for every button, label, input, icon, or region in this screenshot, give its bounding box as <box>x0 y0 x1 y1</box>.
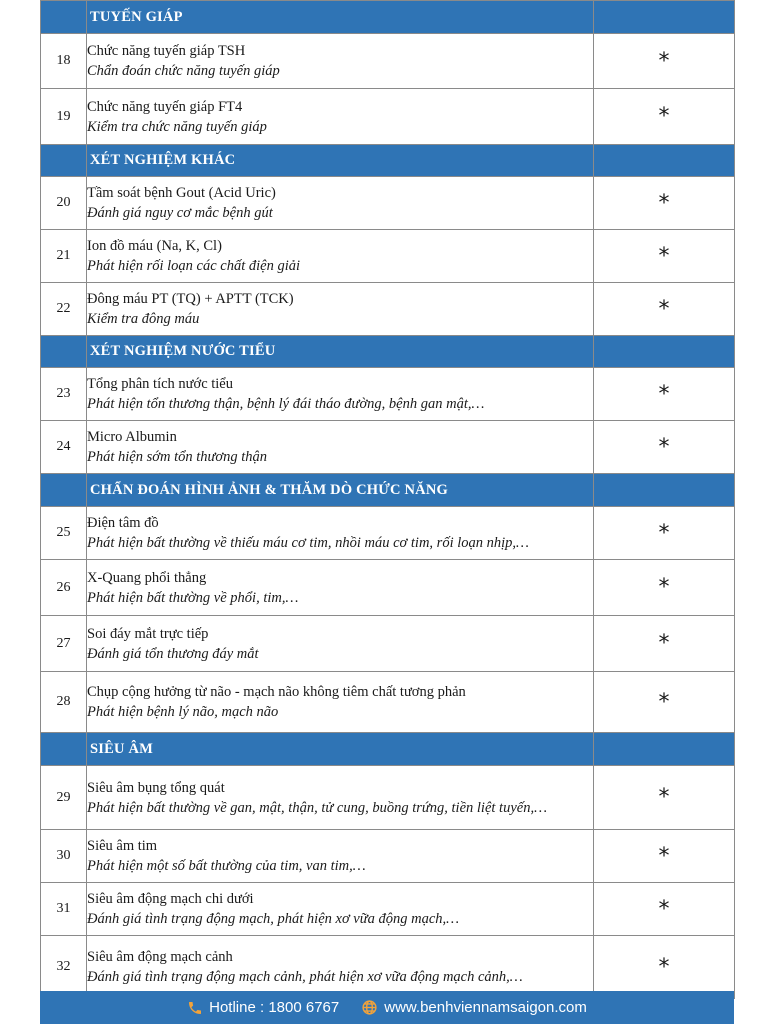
service-note: Chẩn đoán chức năng tuyến giáp <box>87 63 280 79</box>
included-mark: * <box>594 421 735 474</box>
row-number: 21 <box>41 230 87 283</box>
table-row <box>41 89 735 145</box>
section-title: XÉT NGHIỆM NƯỚC TIỂU <box>87 336 594 368</box>
service-note: Phát hiện sớm tổn thương thận <box>87 449 268 465</box>
row-description <box>87 283 594 336</box>
section-header <box>41 145 735 177</box>
service-note: Phát hiện rối loạn các chất điện giải <box>87 258 301 274</box>
service-note: Kiểm tra đông máu <box>87 311 200 327</box>
section-mark-cell <box>594 145 735 177</box>
row-number: 28 <box>41 672 87 733</box>
table-row <box>41 368 735 421</box>
section-title: SIÊU ÂM <box>87 733 594 766</box>
globe-icon <box>361 999 378 1016</box>
row-description <box>87 89 594 145</box>
section-title: XÉT NGHIỆM KHÁC <box>87 145 594 177</box>
row-description <box>87 177 594 230</box>
included-mark: * <box>594 560 735 616</box>
website-text: www.benhviennamsaigon.com <box>384 999 587 1016</box>
section-header <box>41 474 735 507</box>
service-name: Đông máu PT (TQ) + APTT (TCK) <box>87 291 294 307</box>
row-number: 32 <box>41 936 87 999</box>
included-mark: * <box>594 507 735 560</box>
included-mark: * <box>594 883 735 936</box>
service-name: Siêu âm động mạch chi dưới <box>87 891 254 907</box>
service-name: Soi đáy mắt trực tiếp <box>87 625 209 642</box>
table-row <box>41 507 735 560</box>
service-note: Phát hiện bất thường về thiếu máu cơ tim, nhồi máu cơ tim, rối loạn nhịp,… <box>87 535 529 551</box>
row-number: 29 <box>41 766 87 830</box>
section-header <box>41 733 735 766</box>
row-description <box>87 34 594 89</box>
table-row <box>41 283 735 336</box>
service-note: Phát hiện bất thường về gan, mật, thận, tử cung, buồng trứng, tiền liệt tuyến,… <box>87 799 547 816</box>
table-row <box>41 421 735 474</box>
row-description <box>87 616 594 672</box>
table-row <box>41 560 735 616</box>
section-title: TUYẾN GIÁP <box>87 1 594 34</box>
table-row <box>41 883 735 936</box>
service-name: X-Quang phổi thẳng <box>87 569 207 586</box>
included-mark: * <box>594 936 735 999</box>
included-mark: * <box>594 672 735 733</box>
included-mark: * <box>594 283 735 336</box>
row-number: 31 <box>41 883 87 936</box>
section-header <box>41 336 735 368</box>
row-description <box>87 368 594 421</box>
row-description <box>87 672 594 733</box>
table-row <box>41 34 735 89</box>
row-description <box>87 766 594 830</box>
hotline-text: Hotline : 1800 6767 <box>209 999 340 1016</box>
included-mark: * <box>594 766 735 830</box>
row-description <box>87 830 594 883</box>
table-row <box>41 766 735 830</box>
section-title: CHẨN ĐOÁN HÌNH ẢNH & THĂM DÒ CHỨC NĂNG <box>87 474 594 507</box>
row-number: 25 <box>41 507 87 560</box>
service-name: Micro Albumin <box>87 429 177 445</box>
included-mark: * <box>594 368 735 421</box>
service-name: Ion đồ máu (Na, K, Cl) <box>87 238 222 254</box>
included-mark: * <box>594 89 735 145</box>
row-description <box>87 560 594 616</box>
service-name: Điện tâm đồ <box>87 515 159 531</box>
row-number: 26 <box>41 560 87 616</box>
row-number: 23 <box>41 368 87 421</box>
included-mark: * <box>594 34 735 89</box>
hotline[interactable] <box>187 999 339 1016</box>
row-description <box>87 507 594 560</box>
included-mark: * <box>594 830 735 883</box>
service-note: Phát hiện bệnh lý não, mạch não <box>87 704 279 720</box>
row-number: 19 <box>41 89 87 145</box>
table-row <box>41 830 735 883</box>
service-name: Tầm soát bệnh Gout (Acid Uric) <box>87 185 276 201</box>
section-header <box>41 1 735 34</box>
table-row <box>41 177 735 230</box>
service-note: Phát hiện bất thường về phổi, tim,… <box>87 589 299 606</box>
row-number: 24 <box>41 421 87 474</box>
service-name: Chức năng tuyến giáp FT4 <box>87 98 243 115</box>
table-row <box>41 230 735 283</box>
phone-icon <box>187 1000 203 1016</box>
section-num-cell <box>41 474 87 507</box>
table-row <box>41 936 735 999</box>
service-note: Đánh giá nguy cơ mắc bệnh gút <box>87 205 273 221</box>
service-note: Đánh giá tổn thương đáy mắt <box>87 645 259 662</box>
table-row <box>41 672 735 733</box>
row-description <box>87 421 594 474</box>
row-number: 27 <box>41 616 87 672</box>
section-num-cell <box>41 336 87 368</box>
row-number: 30 <box>41 830 87 883</box>
service-name: Chụp cộng hưởng từ não - mạch não không tiêm chất tương phản <box>87 684 466 700</box>
section-num-cell <box>41 145 87 177</box>
section-num-cell <box>41 733 87 766</box>
service-note: Phát hiện một số bất thường của tim, van tim,… <box>87 858 366 874</box>
service-table <box>40 0 735 999</box>
service-note: Đánh giá tình trạng động mạch, phát hiện xơ vữa động mạch,… <box>87 911 460 927</box>
row-description <box>87 230 594 283</box>
section-num-cell <box>41 1 87 34</box>
service-note: Phát hiện tổn thương thận, bệnh lý đái tháo đường, bệnh gan mật,… <box>87 396 485 412</box>
section-mark-cell <box>594 336 735 368</box>
service-name: Chức năng tuyến giáp TSH <box>87 43 246 59</box>
service-name: Siêu âm bụng tổng quát <box>87 779 225 796</box>
website[interactable] <box>361 999 587 1016</box>
section-mark-cell <box>594 474 735 507</box>
included-mark: * <box>594 616 735 672</box>
row-number: 20 <box>41 177 87 230</box>
service-note: Kiểm tra chức năng tuyến giáp <box>87 118 267 135</box>
section-mark-cell <box>594 733 735 766</box>
service-note: Đánh giá tình trạng động mạch cảnh, phát hiện xơ vữa động mạch cảnh,… <box>87 969 523 985</box>
row-number: 22 <box>41 283 87 336</box>
included-mark: * <box>594 177 735 230</box>
section-mark-cell <box>594 1 735 34</box>
row-description <box>87 883 594 936</box>
table-row <box>41 616 735 672</box>
row-description <box>87 936 594 999</box>
service-name: Tổng phân tích nước tiểu <box>87 376 233 392</box>
service-name: Siêu âm tim <box>87 838 158 854</box>
row-number: 18 <box>41 34 87 89</box>
footer-bar <box>40 991 734 1024</box>
included-mark: * <box>594 230 735 283</box>
service-name: Siêu âm động mạch cảnh <box>87 949 233 965</box>
